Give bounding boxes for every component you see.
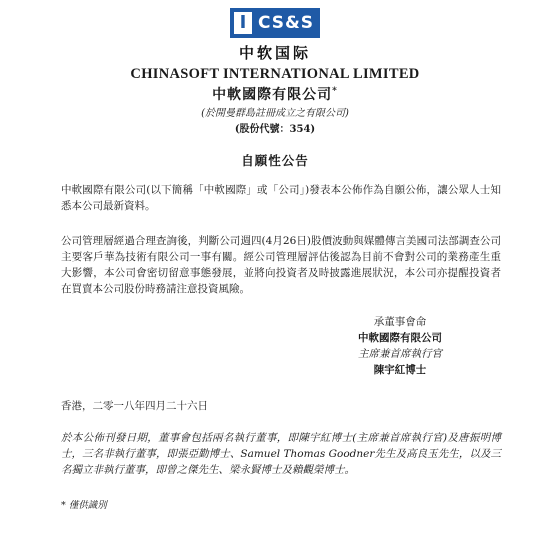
logo-badge	[230, 8, 320, 38]
dateline: 香港，二零一八年四月二十六日	[61, 400, 208, 412]
company-name-chinese-text: 中軟國際有限公司	[212, 87, 333, 103]
company-name-chinese	[0, 84, 550, 104]
signature-line-order: 承董事會命	[373, 316, 427, 328]
incorporation-note: (於開曼群島註冊成立之有限公司)	[201, 108, 349, 119]
logo-i-mark: I	[234, 12, 252, 34]
company-logo	[0, 8, 550, 63]
signature-name: 陳宇紅博士	[373, 364, 427, 376]
signature-position: 主席兼首席執行官	[358, 348, 442, 360]
signature-company: 中軟國際有限公司	[358, 332, 442, 344]
paragraph-body: 公司管理層經過合理查詢後，判斷公司週四(4月26日)股價波動與媒體傳言美國司法部調查公司主要客戶華為技術有限公司一事有關。經公司管理層評估後認為目前不會對公司的業務產生重大影響，本公司會密切留意事態發展，並將向投資者及時披露進展狀況，本公司亦提醒投資者在買賣本公司股份時務請注意投資風險。	[61, 235, 501, 295]
announcement-title: 自願性公告	[241, 153, 309, 168]
logo-chinese-name: 中软国际	[238, 44, 311, 62]
paragraph-intro: 中軟國際有限公司(以下簡稱「中軟國際」或「公司」)發表本公佈作為自願公佈，讓公眾人士知悉本公司最新資料。	[61, 184, 501, 212]
footnote: * 僅供識別	[61, 500, 107, 511]
logo-text: CS&S	[257, 13, 315, 33]
board-composition-note: 於本公佈刊發日期，董事會包括兩名執行董事，即陳宇紅博士(主席兼首席執行官)及唐振明博士，三名非執行董事，即張亞勤博士、Samuel Thomas Goodner先生及高良玉先生，以及三名獨立非執行董事，即曾之傑先生、梁永賢博士及賴觀榮博士。	[61, 432, 501, 476]
identification-mark: *	[332, 86, 338, 97]
stock-code: (股份代號：354)	[234, 124, 316, 135]
signature-block	[340, 314, 460, 378]
company-name-english: CHINASOFT INTERNATIONAL LIMITED	[130, 66, 420, 82]
